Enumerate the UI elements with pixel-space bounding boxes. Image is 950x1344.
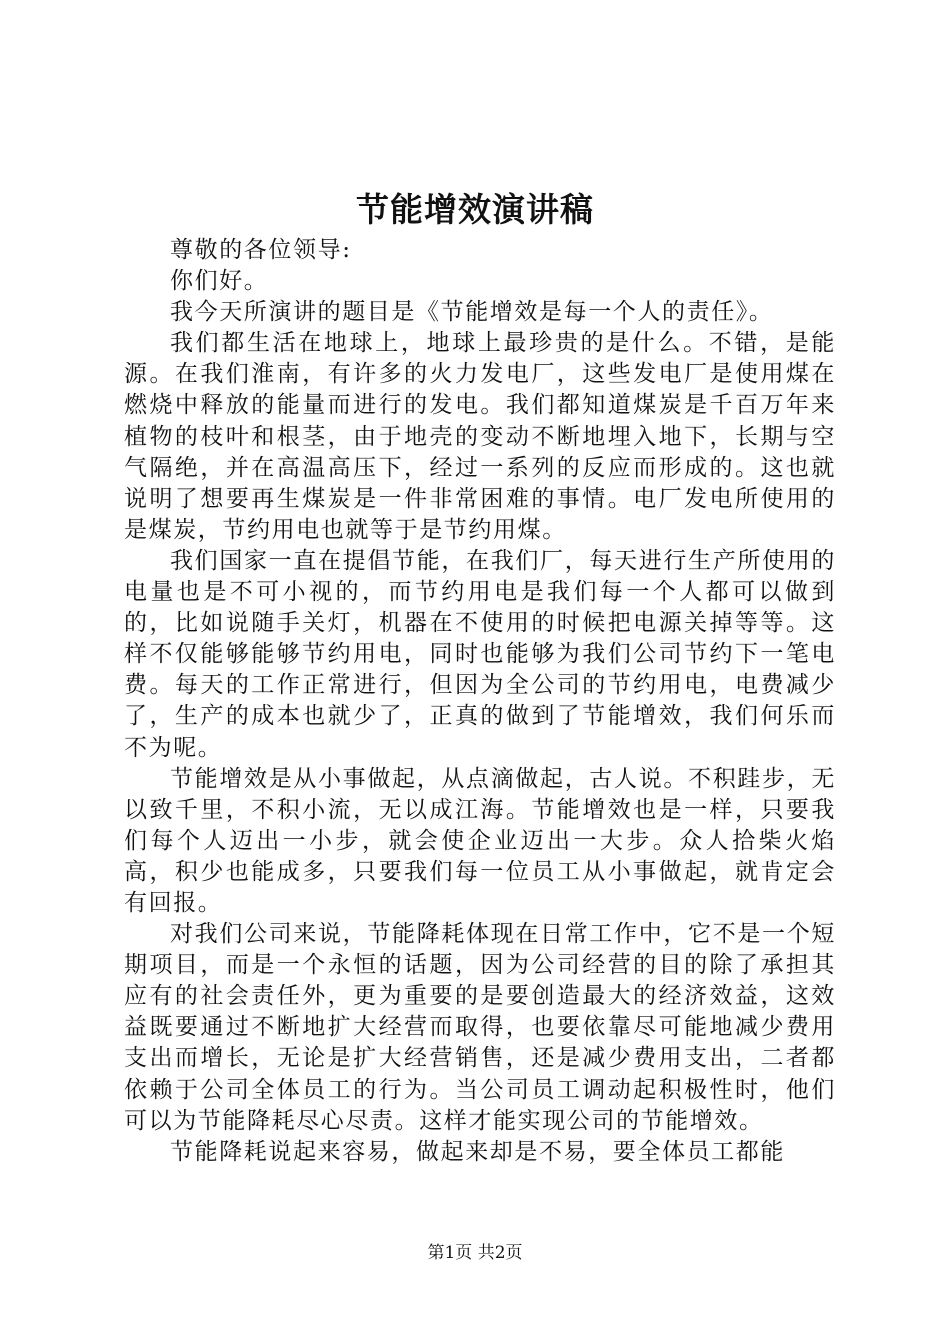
page-footer: 第1页 共2页: [427, 1243, 523, 1263]
page-title: 节能增效演讲稿: [356, 190, 594, 229]
paragraph: 我们国家一直在提倡节能，在我们厂，每天进行生产所使用的电量也是不可小视的，而节约用电是我们每一个人都可以做到的，比如说随手关灯，机器在不使用的时候把电源关掉等等。这样不仅能够能够节约用电，同时也能够为我们公司节约下一笔电费。每天的工作正常进行，但因为全公司的节约用电，电费减少了，生产的成本也就少了，正真的做到了节能增效，我们何乐而不为呢。: [124, 547, 836, 761]
document-body: [124, 235, 836, 1168]
paragraph: 我们都生活在地球上，地球上最珍贵的是什么。不错，是能源。在我们淮南，有许多的火力发电厂，这些发电厂是使用煤在燃烧中释放的能量而进行的发电。我们都知道煤炭是千百万年来植物的枝叶和根茎，由于地壳的变动不断地埋入地下，长期与空气隔绝，并在高温高压下，经过一系列的反应而形成的。这也就说明了想要再生煤炭是一件非常困难的事情。电厂发电所使用的是煤炭，节约用电也就等于是节约用煤。: [124, 330, 836, 543]
paragraph: 我今天所演讲的题目是《节能增效是每一个人的责任》。: [170, 299, 774, 326]
paragraph: 对我们公司来说，节能降耗体现在日常工作中，它不是一个短期项目，而是一个永恒的话题，因为公司经营的目的除了承担其应有的社会责任外，更为重要的是要创造最大的经济效益，这效益既要通过不断地扩大经营而取得，也要依靠尽可能地减少费用支出而增长，无论是扩大经营销售，还是减少费用支出，二者都依赖于公司全体员工的行为。当公司员工调动起积极性时，他们可以为节能降耗尽心尽责。这样才能实现公司的节能增效。: [124, 921, 836, 1134]
salutation: 尊敬的各位领导:: [170, 237, 352, 263]
paragraph: 节能降耗说起来容易，做起来却是不易，要全体员工都能: [170, 1138, 785, 1165]
greeting: 你们好。: [170, 268, 269, 295]
paragraph: 节能增效是从小事做起，从点滴做起，古人说。不积跬步，无以致千里，不积小流，无以成江海。节能增效也是一样，只要我们每个人迈出一小步，就会使企业迈出一大步。众人拾柴火焰高，积少也能成多，只要我们每一位员工从小事做起，就肯定会有回报。: [124, 765, 836, 916]
